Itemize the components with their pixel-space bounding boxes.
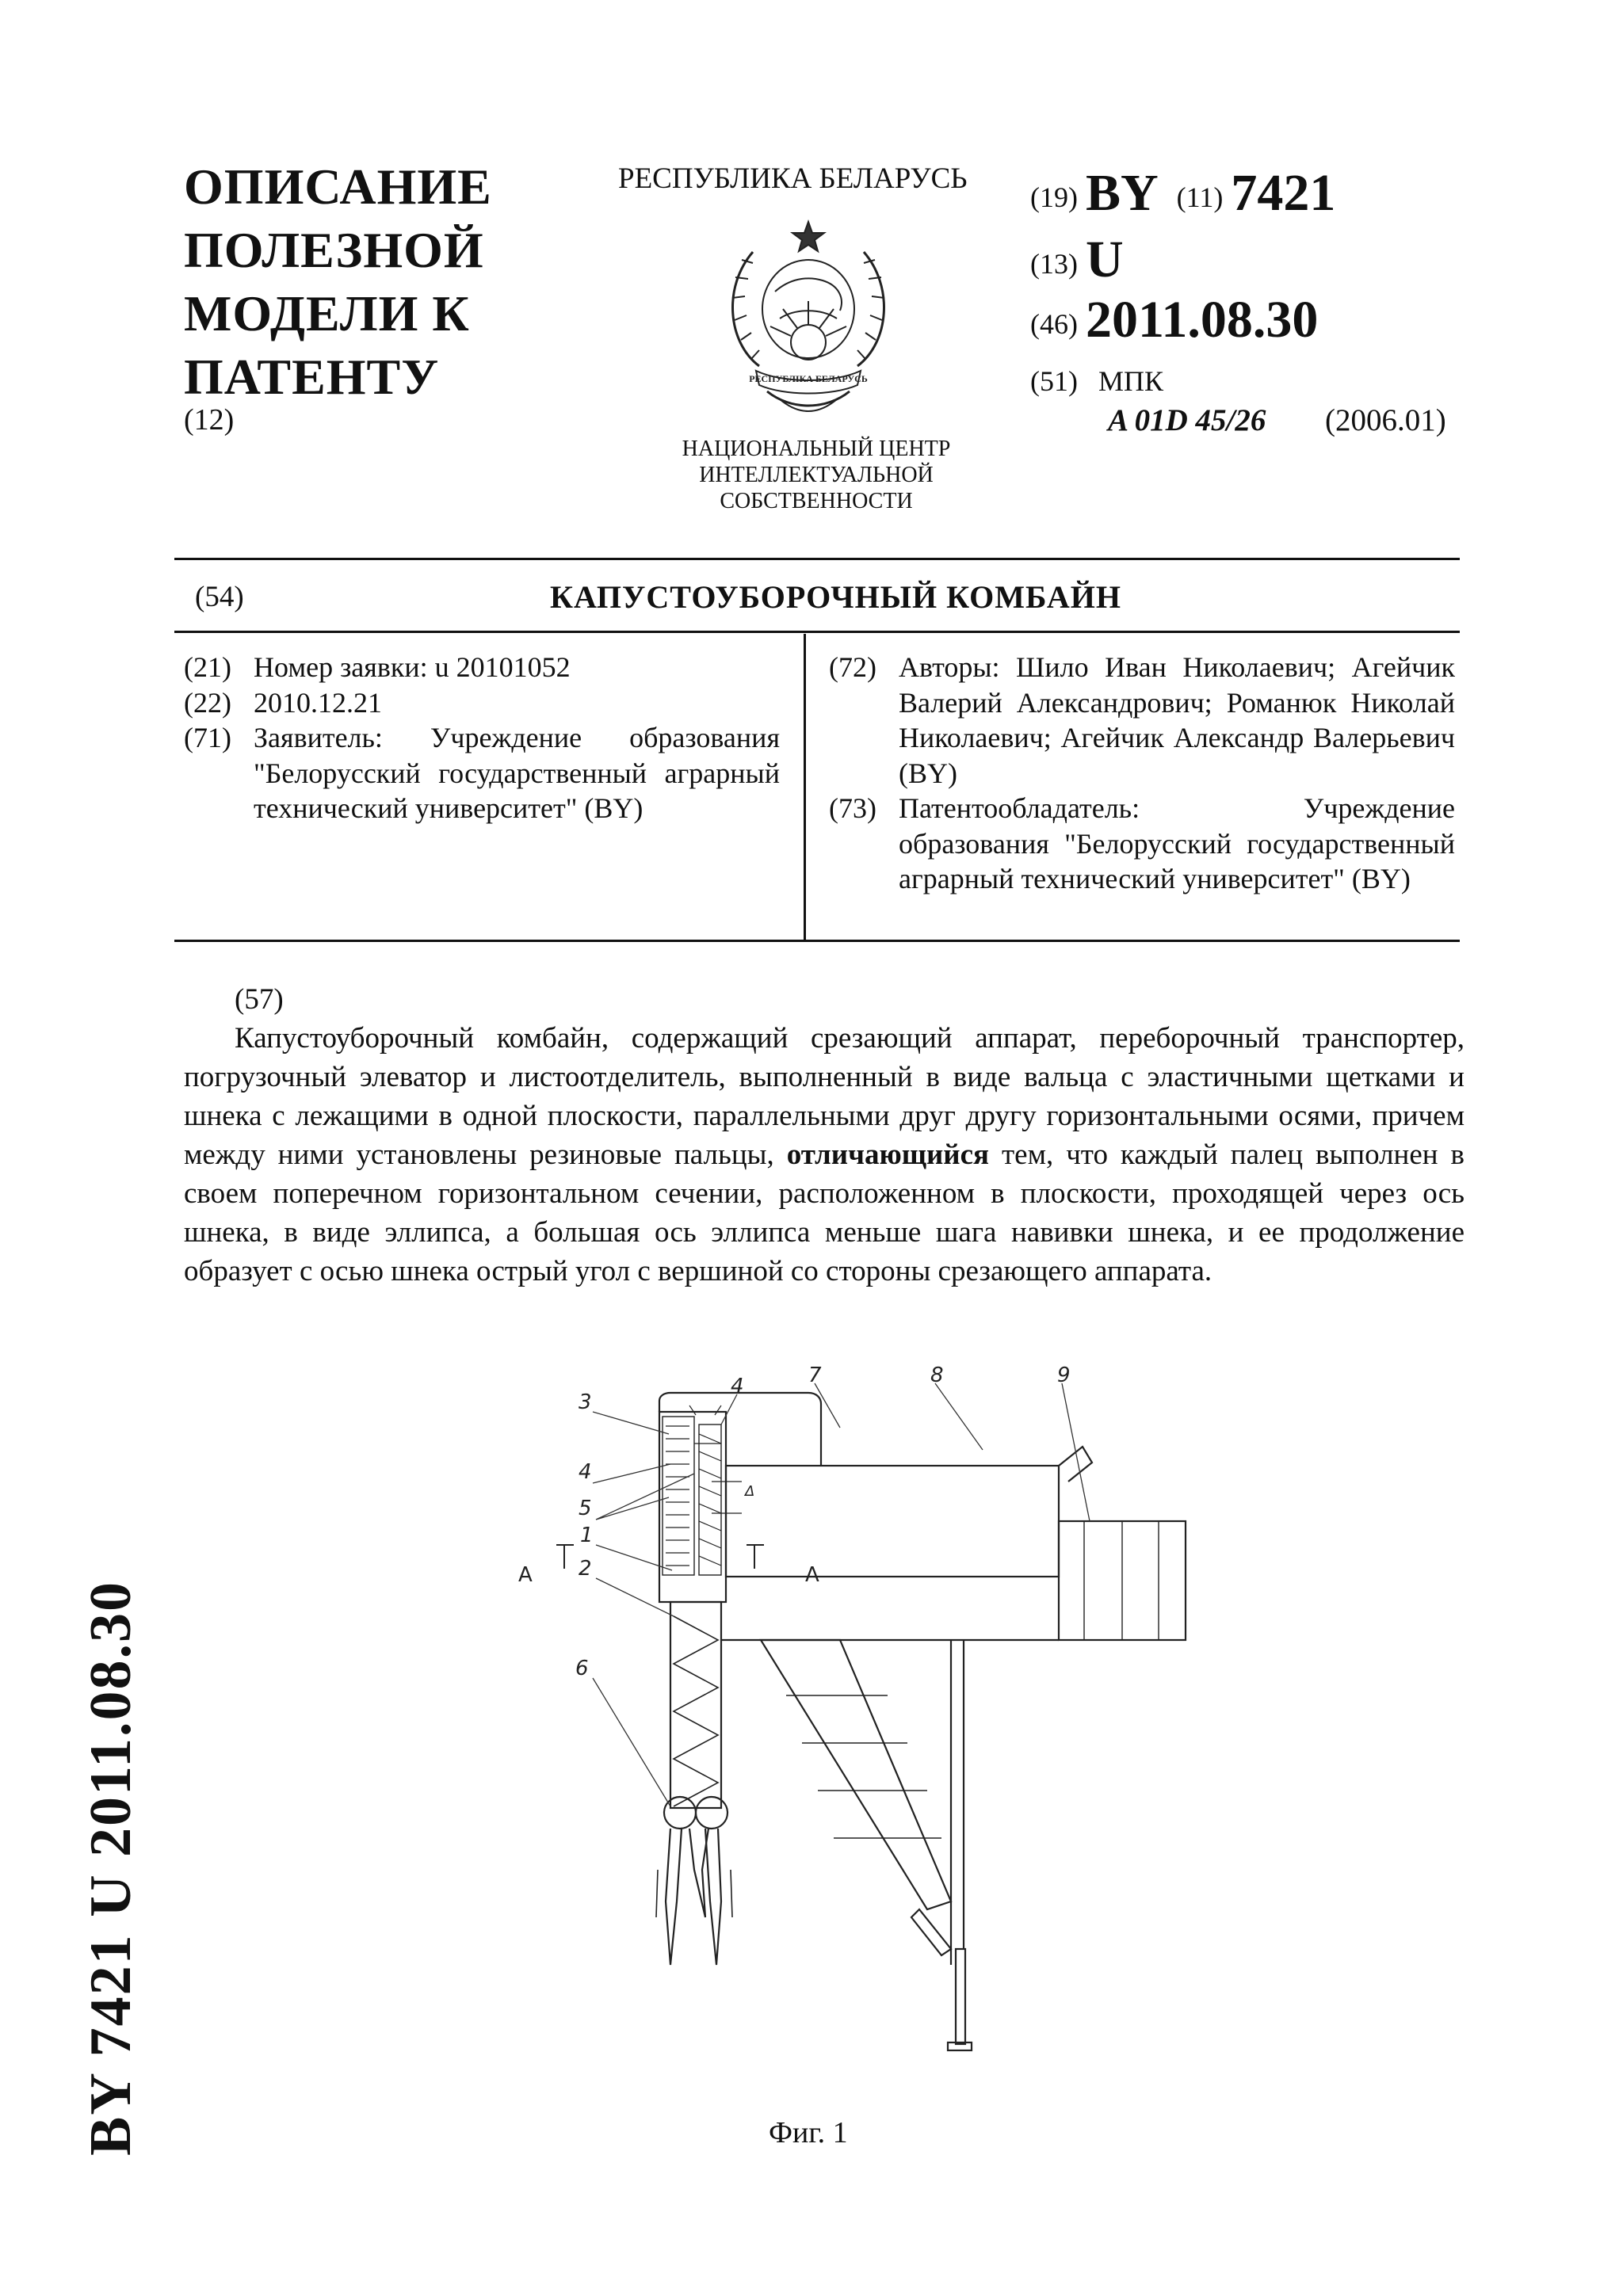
biblio-code: (21) [184,651,231,683]
invention-title: КАПУСТОУБОРОЧНЫЙ КОМБАЙН [550,579,1121,615]
abstract-text [184,1019,1465,1291]
title-line-4: ПАТЕНТУ [184,349,440,405]
middle-divider [174,631,1460,633]
bottom-divider [174,940,1460,942]
figure-label-7: 7 [808,1363,822,1387]
title-line-2: ПОЛЕЗНОЙ [184,222,484,278]
biblio-text: Патентообладатель: Учреждение образования "Белорусский государственный аграрный технический университет" (BY) [899,792,1455,894]
patent-office-line-2: ИНТЕЛЛЕКТУАЛЬНОЙ [699,463,934,487]
ipc-line [1030,364,1163,398]
biblio-text: Номер заявки: u 20101052 [254,651,571,683]
country-code-label: (19) [1030,181,1078,213]
abstract-label: (57) [235,983,284,1016]
title-line-3: МОДЕЛИ К [184,285,470,341]
title-field-label: (54) [195,581,244,613]
figure-label-9: 9 [1057,1363,1071,1387]
kind-code: U [1085,231,1124,288]
ipc-title: МПК [1098,365,1164,397]
kind-label: (13) [1030,248,1078,280]
ipc-code: A 01D 45/26 [1108,403,1266,437]
side-stamp: BY 7421 U 2011.08.30 [78,1581,143,2156]
figure-label-delta: Δ [745,1483,755,1500]
figure-section-a-right: A [805,1563,819,1587]
top-divider [174,558,1460,560]
biblio-code: (71) [184,722,231,753]
figure-label-6: 6 [575,1657,589,1680]
title-line-1: ОПИСАНИЕ [184,158,492,215]
figure-label-8: 8 [930,1363,944,1387]
date-line [1030,290,1318,350]
biblio-entry-22 [184,685,780,721]
ipc-version: (2006.01) [1325,403,1446,437]
figure-1 [507,1363,1141,2107]
patent-office-line-1: НАЦИОНАЛЬНЫЙ ЦЕНТР [682,437,951,461]
doc-kind-code: (12) [184,403,235,437]
patent-number-line [1030,163,1335,223]
republic-name: РЕСПУБЛИКА БЕЛАРУСЬ [618,162,968,195]
biblio-code: (22) [184,686,231,719]
abstract-text-bold: отличающийся [786,1138,990,1171]
abstract-text-part-1: Капустоуборочный комбайн, содержащий срезающий аппарат, переборочный транспортер, погрузочный элеватор и листоотделитель, выполненный в виде вальца с эластичными щетками и шнека с лежащими в одной плоскости, параллельными друг другу горизонтальными осями, причем между ними установлены резиновые пальцы, [184,1022,1465,1171]
biblio-entry-73 [829,791,1455,897]
patent-office-line-3: СОБСТВЕННОСТИ [720,489,913,513]
document-title [184,155,517,409]
patent-office-name [642,436,991,514]
publication-date: 2011.08.30 [1085,291,1319,349]
date-label: (46) [1030,308,1078,340]
figure-label-1: 1 [580,1524,594,1547]
figure-label-4-top: 4 [731,1375,744,1398]
biblio-right-column [829,650,1455,897]
figure-section-a-left: A [518,1563,533,1587]
state-emblem-icon [712,215,905,429]
ipc-label: (51) [1030,365,1078,397]
number-label: (11) [1176,181,1224,213]
biblio-entry-72 [829,650,1455,791]
biblio-text: Авторы: Шило Иван Николаевич; Агейчик Валерий Александрович; Романюк Николай Николаевич; Агейчик Александр Валерьевич (BY) [899,651,1455,789]
figure-label-3: 3 [579,1390,592,1414]
kind-line [1030,230,1124,290]
column-divider [804,634,806,940]
biblio-entry-21 [184,650,780,685]
figure-label-5: 5 [579,1497,592,1520]
figure-label-4: 4 [579,1460,592,1484]
emblem-ribbon-text: РЕСПУБЛІКА БЕЛАРУСЬ [749,373,868,384]
biblio-entry-71 [184,720,780,826]
biblio-text: 2010.12.21 [254,686,382,719]
biblio-left-column [184,650,780,826]
patent-number: 7421 [1231,164,1336,222]
figure-caption: Фиг. 1 [769,2116,848,2149]
country-code: BY [1085,164,1159,222]
biblio-code: (72) [829,651,876,683]
abstract-text-part-2: тем, что каждый палец выполнен в своем поперечном горизонтальном сечении, расположенном в плоскости, проходящей через ось шнека, в виде эллипса, а большая ось эллипса меньше шага навивки шнека, и ее продолжение образует с осью шнека острый угол с вершиной со стороны срезающего аппарата. [184,1138,1465,1287]
biblio-code: (73) [829,792,876,824]
biblio-text: Заявитель: Учреждение образования "Белорусский государственный аграрный технический университет" (BY) [254,722,780,824]
figure-label-2: 2 [579,1557,592,1581]
